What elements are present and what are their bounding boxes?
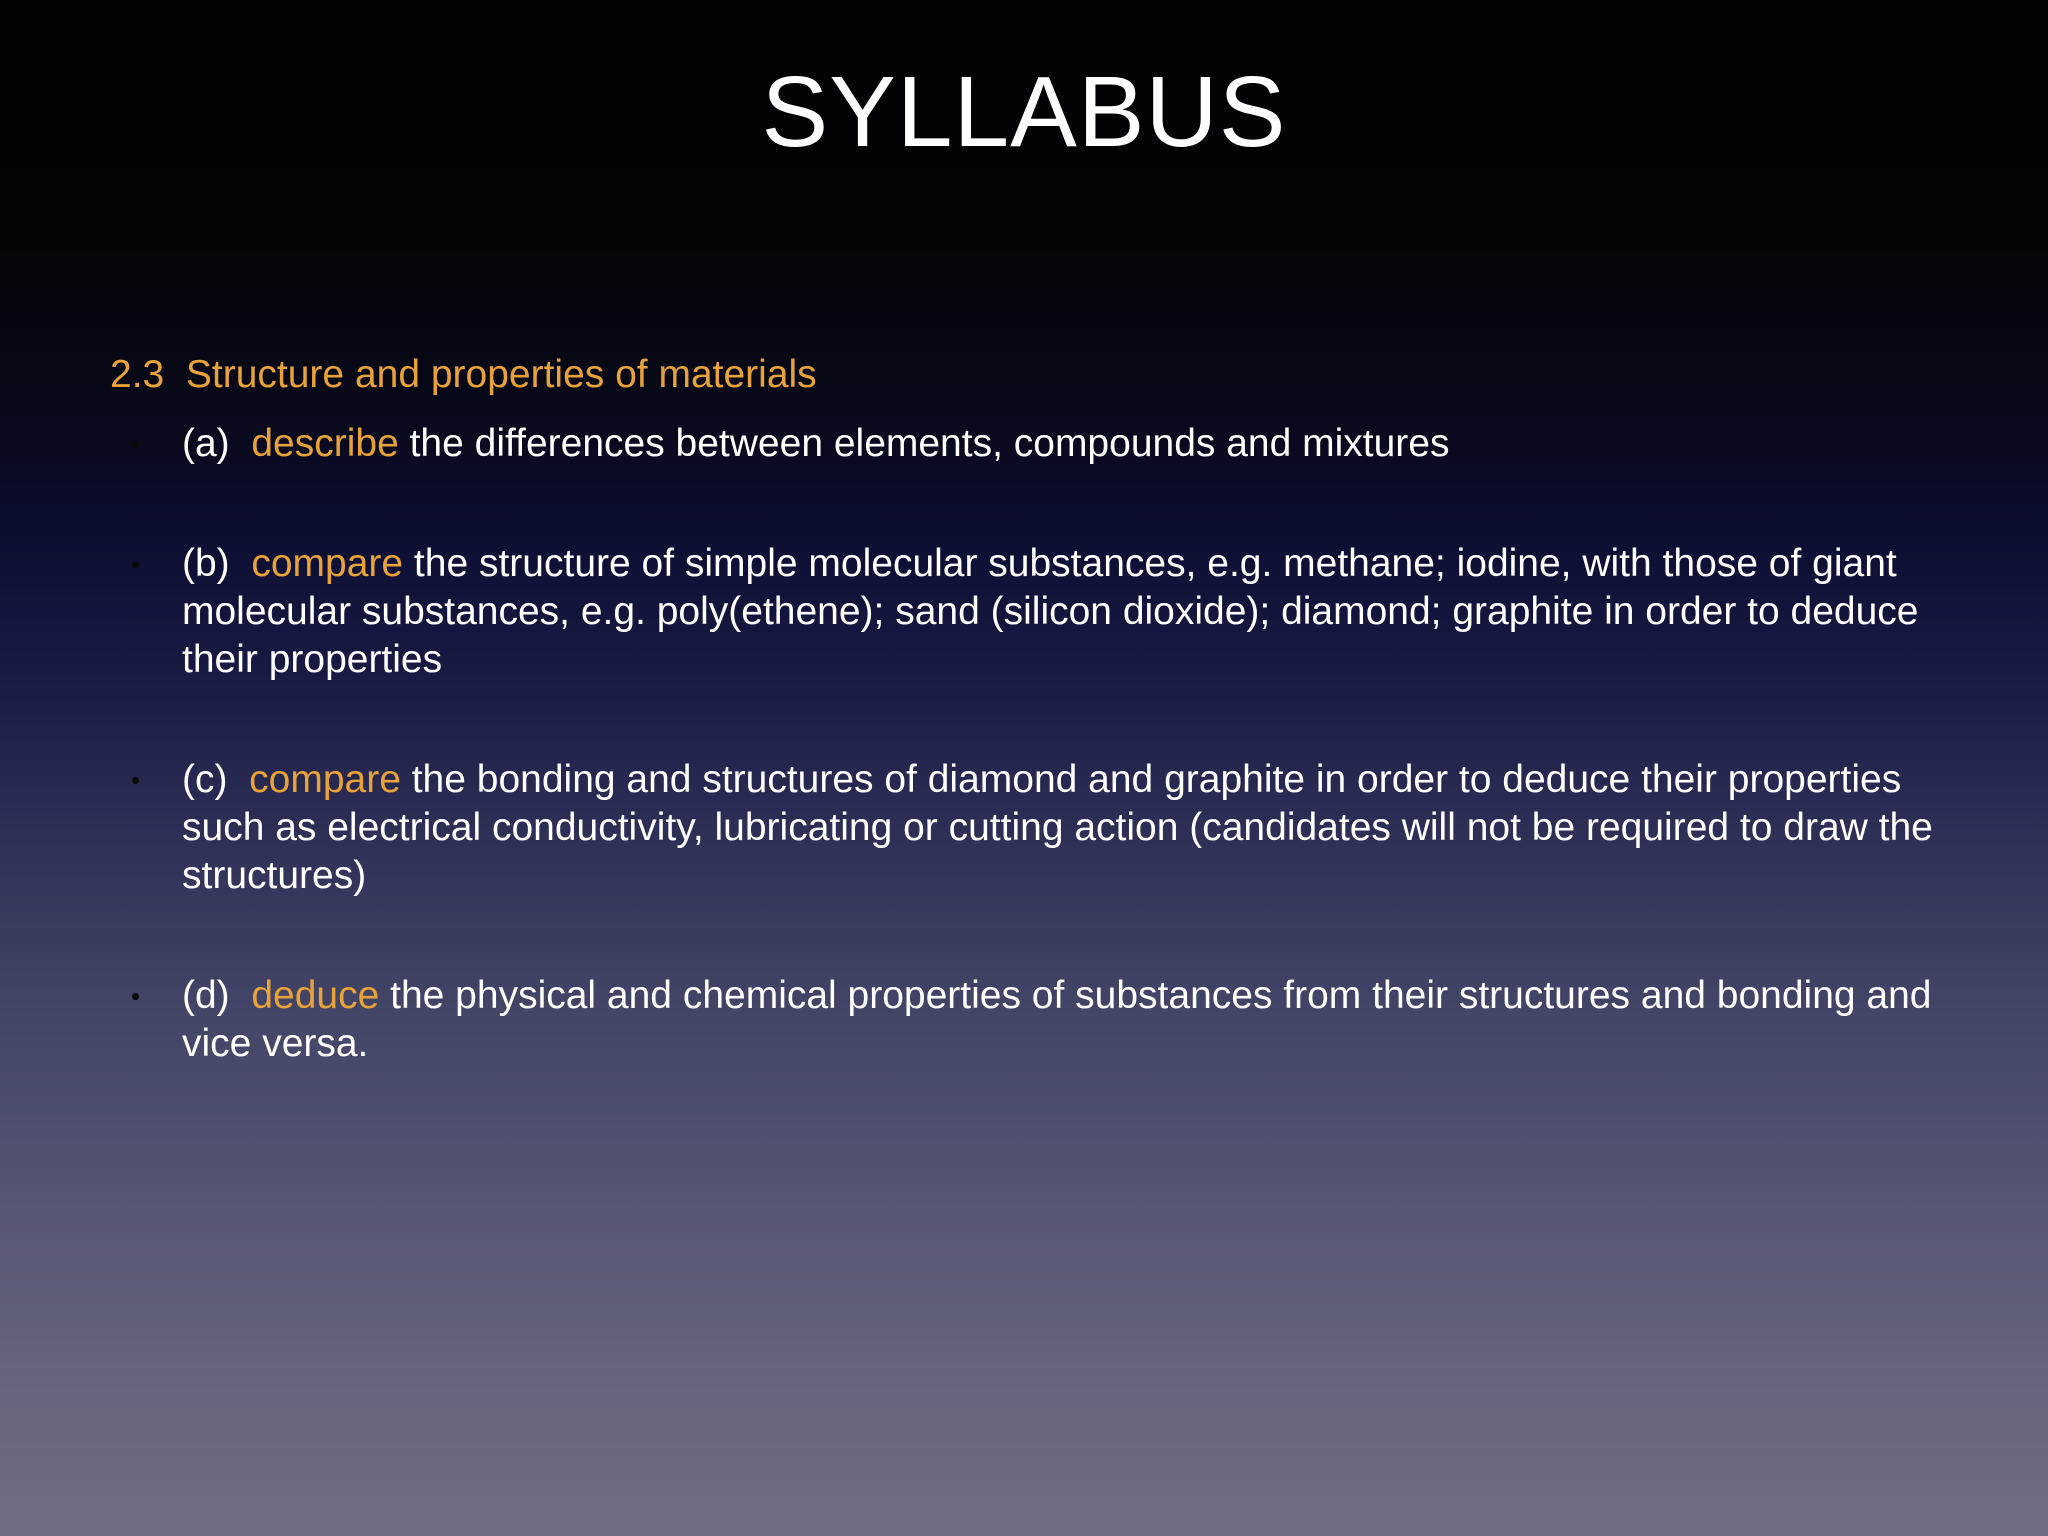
objective-text: the differences between elements, compounds and mixtures: [398, 422, 1450, 465]
objective-label: (a): [182, 422, 252, 465]
command-verb: compare: [249, 758, 401, 801]
objective-label: (d): [182, 974, 252, 1017]
objective-item-d: [182, 972, 1942, 1068]
objective-text: the bonding and structures of diamond and graphite in order to deduce their properties such as electrical conductivity, lubricating or cutting action (candidates will not be required to draw the structures): [182, 758, 1933, 897]
bullet-dot-icon: [132, 993, 139, 1000]
objective-item-a: [182, 420, 1942, 468]
command-verb: describe: [251, 422, 399, 465]
section-heading: 2.3 Structure and properties of materials: [110, 353, 817, 396]
command-verb: deduce: [251, 974, 380, 1017]
command-verb: compare: [251, 542, 404, 585]
bullet-dot-icon: [132, 441, 139, 448]
slide-title: SYLLABUS: [761, 56, 1287, 168]
objective-label: (b): [182, 542, 252, 585]
objective-item-c: [182, 756, 1942, 900]
syllabus-objectives-list: [182, 420, 1942, 1068]
bullet-dot-icon: [132, 561, 139, 568]
bullet-dot-icon: [132, 777, 139, 784]
objective-text: the physical and chemical properties of substances from their structures and bonding and vice versa.: [182, 974, 1932, 1065]
objective-label: (c): [182, 758, 250, 801]
objective-item-b: [182, 540, 1942, 684]
objective-text: the structure of simple molecular substances, e.g. methane; iodine, with those of giant molecular substances, e.g. poly(ethene); sand (silicon dioxide); diamond; graphite in order to deduce their properties: [182, 542, 1919, 681]
